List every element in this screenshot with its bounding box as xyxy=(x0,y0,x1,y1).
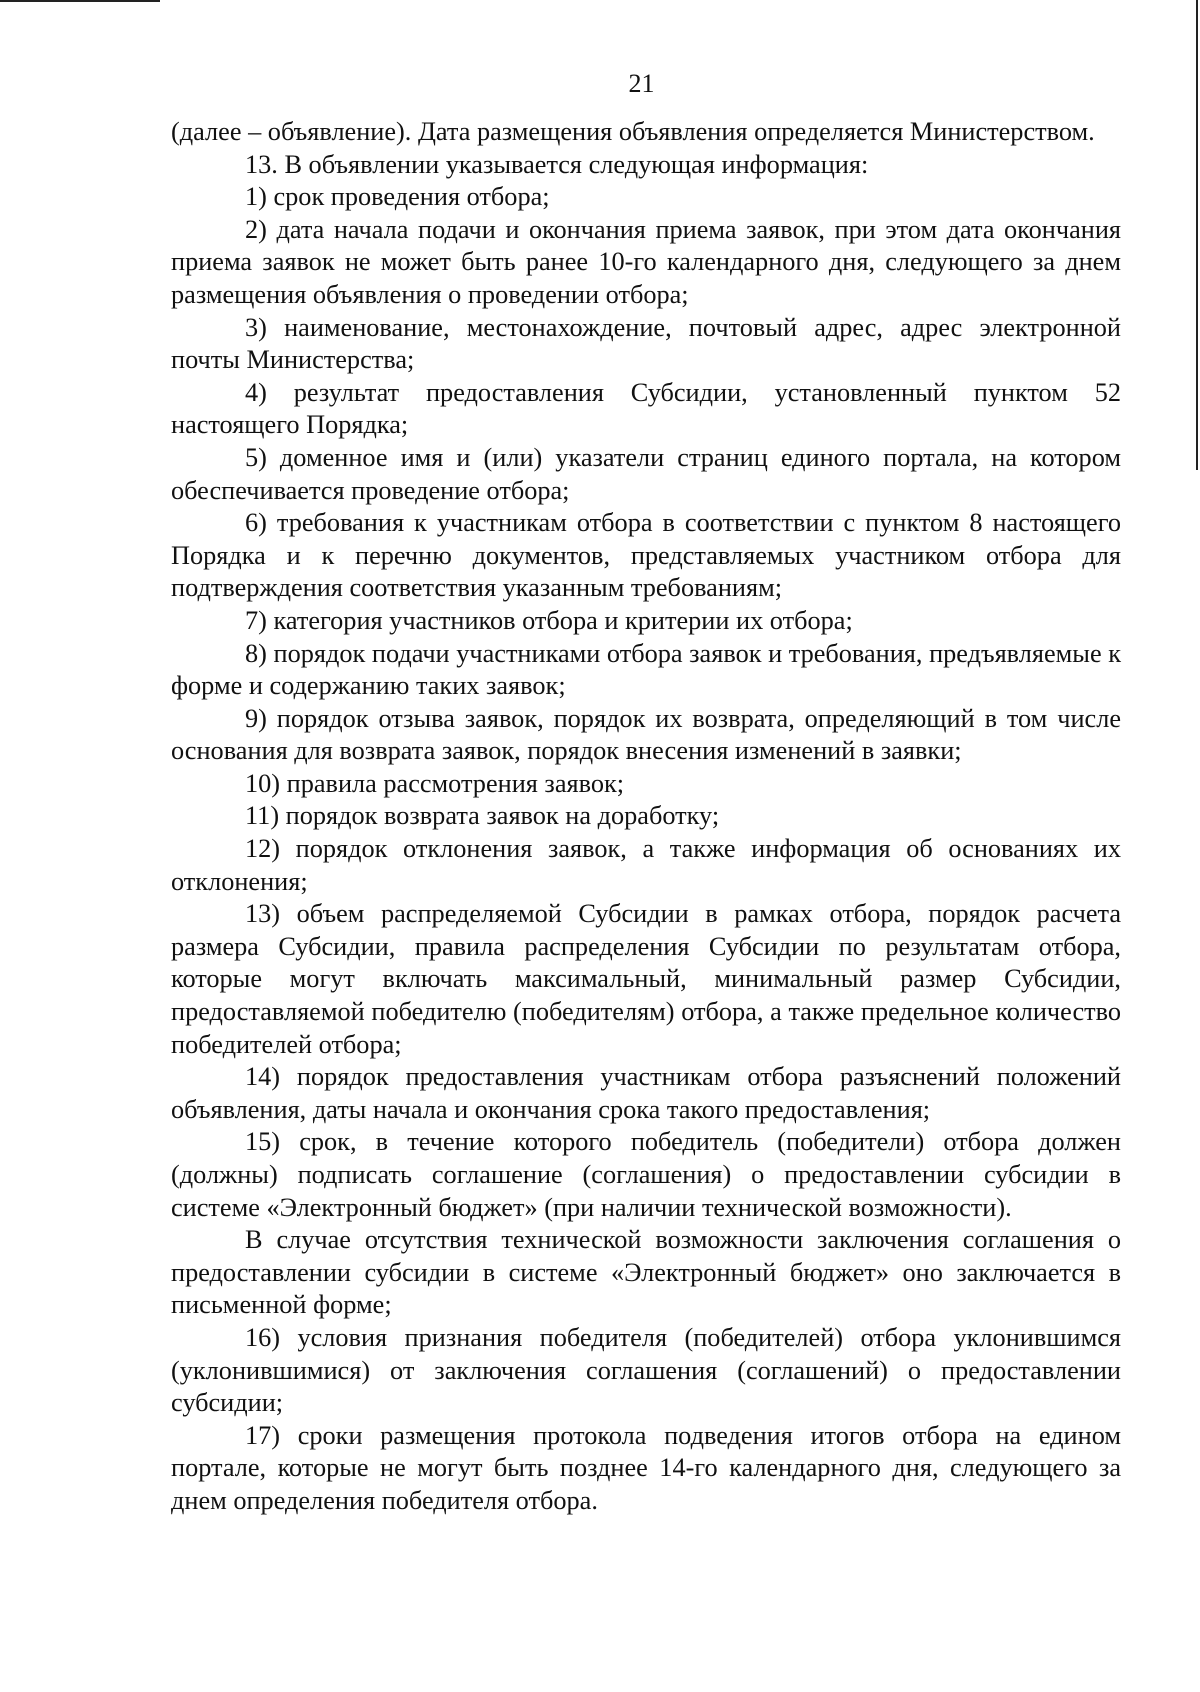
paragraph: 4) результат предоставления Субсидии, установленный пунктом 52 настоящего Порядка; xyxy=(171,377,1121,440)
paragraph: 12) порядок отклонения заявок, а также информация об основаниях их отклонения; xyxy=(171,834,1121,896)
paragraph: 3) наименование, местонахождение, почтовый адрес, адрес электронной почты Министерства; xyxy=(171,312,1121,375)
paragraph: 15) срок, в течение которого победитель (победители) отбора должен (должны) подписать соглашение (соглашения) о предоставлении субсидии в системе «Электронный бюджет» (при наличии технической возможности). xyxy=(171,1127,1121,1222)
paragraph: 6) требования к участникам отбора в соответствии с пунктом 8 настоящего Порядка и к перечню документов, представляемых участником отбора для подтверждения соответствия указанным требованиям; xyxy=(171,508,1121,603)
paragraph: 5) доменное имя и (или) указатели страниц единого портала, на котором обеспечивается проведение отбора; xyxy=(171,442,1121,505)
paragraph: 13. В объявлении указывается следующая информация: xyxy=(245,149,869,179)
paragraph: 11) порядок возврата заявок на доработку; xyxy=(245,801,720,831)
paragraph: 2) дата начала подачи и окончания приема заявок, при этом дата окончания приема заявок не может быть ранее 10-го календарного дня, следующего за днем размещения объявления о проведении отбора; xyxy=(171,214,1121,309)
paragraph: В случае отсутствия технической возможности заключения соглашения о предоставлении субсидии в системе «Электронный бюджет» оно заключается в письменной форме; xyxy=(171,1225,1121,1320)
paragraph: 8) порядок подачи участниками отбора заявок и требования, предъявляемые к форме и содержанию таких заявок; xyxy=(171,638,1121,701)
scan-edge-top-left xyxy=(0,0,160,2)
paragraph: 7) категория участников отбора и критерии их отбора; xyxy=(245,605,853,635)
paragraph: (далее – объявление). Дата размещения объявления определяется Министерством. xyxy=(171,117,1095,146)
paragraph: 16) условия признания победителя (победителей) отбора уклонившимся (уклонившимися) от заключения соглашения (соглашений) о предоставлении субсидии; xyxy=(171,1322,1121,1418)
paragraph: 14) порядок предоставления участникам отбора разъяснений положений объявления, даты начала и окончания срока такого предоставления; xyxy=(171,1062,1121,1124)
paragraph: 9) порядок отзыва заявок, порядок их возврата, определяющий в том числе основания для возврата заявок, порядок внесения изменений в заявки; xyxy=(171,703,1121,766)
paragraph: 17) сроки размещения протокола подведения итогов отбора на едином портале, которые не могут быть позднее 14-го календарного дня, следующего за днем определения победителя отбора. xyxy=(171,1420,1121,1515)
paragraph: 1) срок проведения отбора; xyxy=(245,182,550,212)
document-body xyxy=(171,116,1121,1518)
paragraph: 13) объем распределяемой Субсидии в рамках отбора, порядок расчета размера Субсидии, правила распределения Субсидии по результатам отбора, которые могут включать максимальный, минимальный размер Субсидии, предоставляемой победителю (победителям) отбора, а также предельное количество победителей отбора; xyxy=(171,899,1121,1059)
page-number: 21 xyxy=(628,69,655,98)
paragraph: 10) правила рассмотрения заявок; xyxy=(245,768,625,798)
